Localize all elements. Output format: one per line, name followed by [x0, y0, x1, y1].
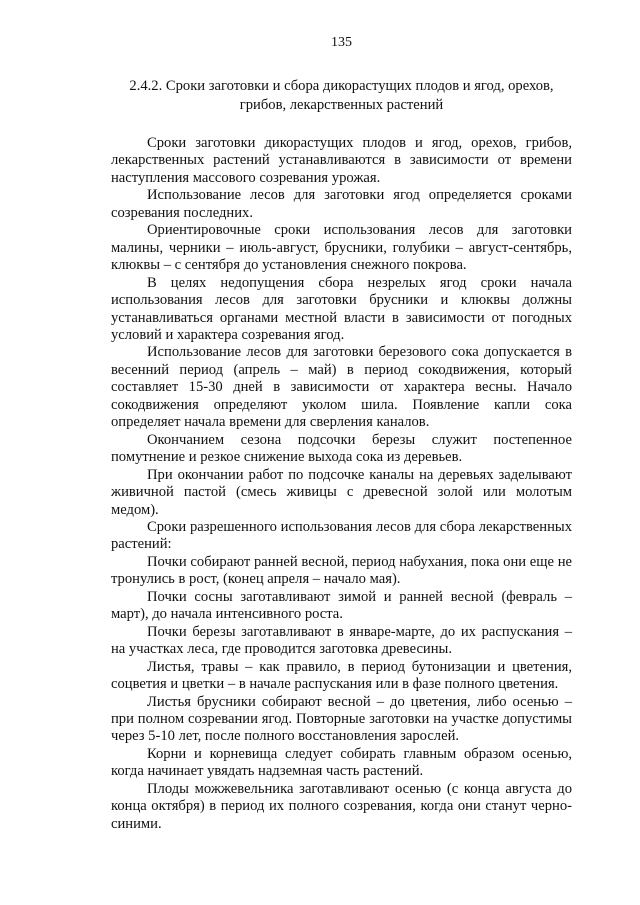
- paragraph: Корни и корневища следует собирать главным образом осенью, когда начинает увядать надземная часть растений.: [111, 745, 572, 780]
- paragraph: Сроки разрешенного использования лесов для сбора лекарственных растений:: [111, 518, 572, 553]
- section-title-line: грибов, лекарственных растений: [239, 97, 444, 113]
- paragraph: Почки собирают ранней весной, период набухания, пока они еще не тронулись в рост, (конец апреля – начало мая).: [111, 553, 572, 588]
- section-title: [111, 77, 572, 115]
- paragraph: Плоды можжевельника заготавливают осенью (с конца августа до конца октября) в период их полного созревания, когда они станут черно-синими.: [111, 780, 572, 832]
- paragraph: Окончанием сезона подсочки березы служит постепенное помутнение и резкое снижение выхода сока из деревьев.: [111, 431, 572, 466]
- paragraph: В целях недопущения сбора незрелых ягод сроки начала использования лесов для заготовки брусники и клюквы должны устанавливаться органами местной власти в зависимости от погодных условий и характера созревания ягод.: [111, 274, 572, 343]
- body-text: [111, 135, 572, 833]
- paragraph: Почки сосны заготавливают зимой и ранней весной (февраль – март), до начала интенсивного роста.: [111, 588, 572, 623]
- paragraph: Использование лесов для заготовки ягод определяется сроками созревания последних.: [111, 187, 572, 221]
- paragraph: Почки березы заготавливают в январе-марте, до их распускания – на участках леса, где проводится заготовка древесины.: [111, 623, 572, 658]
- paragraph: Листья брусники собирают весной – до цветения, либо осенью – при полном созревании ягод. Повторные заготовки на участке допустимы через 5-10 лет, после полного восстановления зарослей.: [111, 693, 572, 745]
- paragraph: Сроки заготовки дикорастущих плодов и ягод, орехов, грибов, лекарственных растений устанавливаются в зависимости от времени наступления массового созревания урожая.: [111, 135, 572, 186]
- paragraph: Листья, травы – как правило, в период бутонизации и цветения, соцветия и цветки – в начале распускания или в фазе полного цветения.: [111, 658, 572, 693]
- paragraph: Ориентировочные сроки использования лесов для заготовки малины, черники – июль-август, брусники, голубики – август-сентябрь, клюквы – с сентября до установления снежного покрова.: [111, 222, 572, 274]
- document-page: [111, 34, 572, 833]
- section-title-line: 2.4.2. Сроки заготовки и сбора дикорастущих плодов и ягод, орехов,: [129, 78, 554, 94]
- page-number: 135: [331, 35, 352, 50]
- paragraph: При окончании работ по подсочке каналы на деревьях заделывают живичной пастой (смесь живицы с древесной золой или молотым медом).: [111, 466, 572, 518]
- paragraph: Использование лесов для заготовки березового сока допускается в весенний период (апрель – май) в период сокодвижения, который составляет 15-30 дней в зависимости от характера весны. Начало сокодвижения определяют уколом шила. Появление капли сока определяет начала времени для сверления каналов.: [111, 344, 572, 431]
